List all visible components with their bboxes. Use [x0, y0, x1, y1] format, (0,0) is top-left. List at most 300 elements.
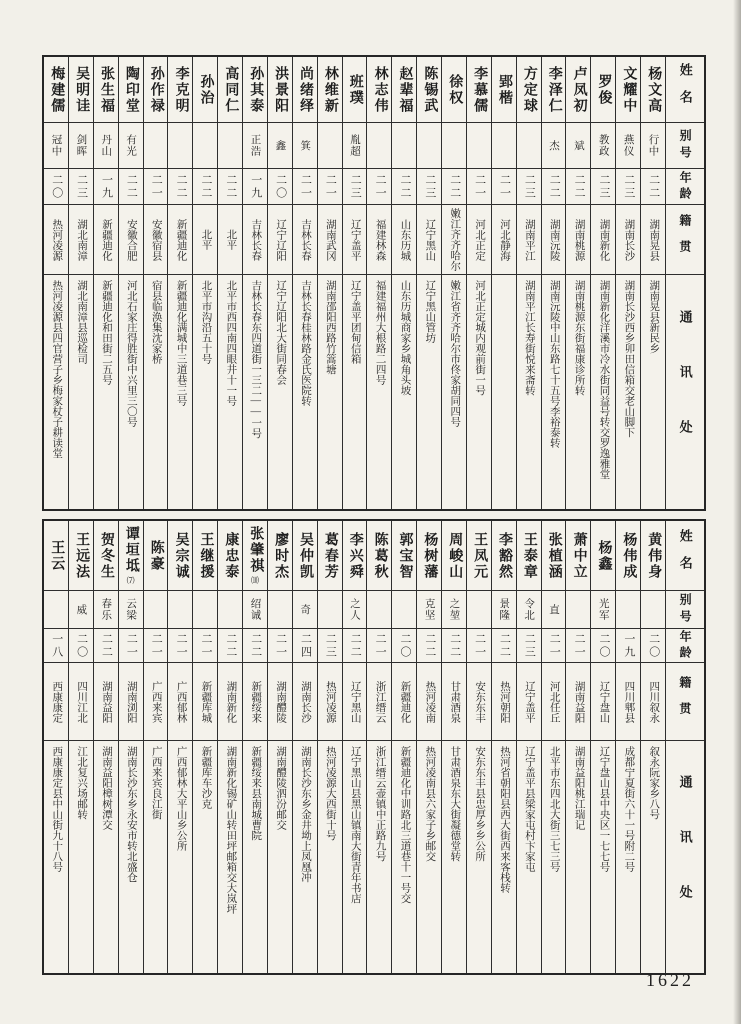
native-place-cell: [542, 663, 566, 741]
person-native-place: 热河朝阳: [498, 680, 510, 723]
age-cell: [268, 629, 292, 663]
native-place-cell: [343, 205, 367, 275]
age-cell: [318, 169, 342, 205]
person-address: 热河省朝阳县西大街西来客栈转: [498, 746, 510, 893]
address-cell: [442, 275, 466, 509]
age-cell: [517, 629, 541, 663]
name-cell: [517, 521, 541, 591]
name-note: ⑺: [126, 575, 135, 585]
person-address: 安东东丰县忠厚乡乡公所: [474, 746, 486, 862]
header-contact-label-cell: [666, 275, 704, 509]
alias-cell: [641, 591, 665, 629]
person-address: 广西郁林大平山乡公所: [175, 746, 187, 851]
header-age-label-cell: [666, 169, 704, 205]
person-age: 二三: [523, 173, 536, 200]
person-address: 新疆迪化满城中三道巷三号: [175, 280, 187, 406]
person-name: 李克明: [173, 65, 189, 114]
address-cell: [293, 275, 317, 509]
address-cell: [218, 741, 242, 973]
person-alias: 鑫: [274, 139, 286, 152]
age-cell: [517, 169, 541, 205]
native-place-cell: [492, 205, 516, 275]
person-column: [417, 521, 442, 973]
native-place-cell: [168, 205, 192, 275]
person-column: [517, 57, 542, 509]
native-place-cell: [641, 205, 665, 275]
person-native-place: 湖南新化: [225, 680, 237, 723]
alias-cell: [591, 591, 615, 629]
address-cell: [69, 275, 93, 509]
native-place-cell: [69, 205, 93, 275]
age-cell: [193, 169, 217, 205]
name-cell: [268, 521, 292, 591]
alias-cell: [542, 123, 566, 169]
alias-cell: [318, 123, 342, 169]
person-column: [193, 521, 218, 973]
person-age: 二一: [498, 173, 511, 200]
native-place-cell: [467, 205, 491, 275]
person-address: 西康康定县中山街九十八号: [51, 746, 63, 872]
person-age: 二一: [125, 632, 138, 659]
native-place-cell: [94, 663, 118, 741]
person-address: 新疆迪化和田街二五号: [100, 280, 112, 385]
person-native-place: 湖南桃源: [573, 218, 585, 261]
person-address: 河北石家庄得胜街中兴里三〇号: [125, 280, 137, 427]
alias-cell: [392, 123, 416, 169]
person-age: 二二: [448, 173, 461, 200]
address-cell: [492, 275, 516, 509]
person-age: 二二: [423, 632, 436, 659]
alias-cell: [144, 123, 168, 169]
person-name: 杨树藩: [422, 531, 438, 580]
age-cell: [467, 629, 491, 663]
name-cell: [69, 57, 93, 123]
age-cell: [566, 629, 590, 663]
name-cell: [616, 521, 640, 591]
person-native-place: 辽宁盘山: [598, 680, 610, 723]
address-cell: [542, 275, 566, 509]
address-cell: [119, 741, 143, 973]
person-native-place: 北平: [225, 229, 237, 250]
person-address: 河北正定城内观前街一号: [474, 280, 486, 396]
name-cell: [492, 521, 516, 591]
person-address: 浙江缙云壶镇中正路九号: [374, 746, 386, 862]
alias-cell: [367, 123, 391, 169]
alias-cell: [492, 123, 516, 169]
person-address: 热河凌南县六家子乡邮交: [424, 746, 436, 862]
header-native-label-cell: [666, 663, 704, 741]
person-alias: 胤超: [348, 134, 360, 157]
person-address: 湖南益阳桃江瑞记: [573, 746, 585, 830]
alias-cell: [144, 591, 168, 629]
person-age: 二二: [100, 632, 113, 659]
person-address: 热河凌源县四官营子乡梅家杖子耕读堂: [51, 280, 63, 459]
age-cell: [392, 169, 416, 205]
alias-cell: [268, 591, 292, 629]
age-cell: [591, 629, 615, 663]
name-cell: [318, 521, 342, 591]
person-native-place: 新疆库城: [200, 680, 212, 723]
native-place-cell: [94, 205, 118, 275]
person-age: 二三: [75, 173, 88, 200]
name-cell: [193, 57, 217, 123]
address-cell: [392, 741, 416, 973]
address-cell: [168, 741, 192, 973]
person-native-place: 吉林长春: [250, 218, 262, 261]
person-native-place: 湖南醴陵: [275, 680, 287, 723]
person-age: 二三: [597, 173, 610, 200]
address-cell: [318, 275, 342, 509]
name-cell: [144, 57, 168, 123]
person-age: 二〇: [597, 632, 610, 659]
person-column: [144, 521, 169, 973]
native-place-cell: [392, 663, 416, 741]
person-alias: 景隆: [498, 598, 510, 621]
person-age: 二二: [224, 632, 237, 659]
person-address: 吉林长春桂林路金氏医院转: [299, 280, 311, 406]
person-native-place: 广西郁林: [175, 680, 187, 723]
alias-cell: [616, 123, 640, 169]
person-native-place: 山东历城: [399, 218, 411, 261]
address-cell: [517, 275, 541, 509]
address-cell: [641, 741, 665, 973]
age-cell: [268, 169, 292, 205]
person-address: 辽宁盖平团甸信箱: [349, 280, 361, 364]
address-cell: [417, 275, 441, 509]
address-cell: [44, 741, 68, 973]
age-cell: [591, 169, 615, 205]
native-place-cell: [218, 663, 242, 741]
person-name: 陈豪: [148, 539, 164, 572]
person-column: [94, 521, 119, 973]
person-name: 郢楷: [497, 73, 513, 106]
alias-cell: [193, 591, 217, 629]
person-age: 二〇: [50, 173, 63, 200]
name-cell: [69, 521, 93, 591]
age-cell: [119, 629, 143, 663]
person-native-place: 广西来宾: [150, 680, 162, 723]
alias-cell: [218, 591, 242, 629]
name-cell: [467, 521, 491, 591]
header-alias-label: 别号: [678, 592, 693, 627]
person-name: 谭垣坻: [123, 525, 139, 574]
person-native-place: 四川叙永: [648, 680, 660, 723]
native-place-cell: [318, 663, 342, 741]
age-cell: [144, 169, 168, 205]
address-cell: [367, 741, 391, 973]
person-native-place: 安徽合肥: [125, 218, 137, 261]
name-cell: [392, 57, 416, 123]
header-contact-label-cell: [666, 741, 704, 973]
address-cell: [144, 275, 168, 509]
person-alias: 春乐: [100, 598, 112, 621]
age-cell: [44, 629, 68, 663]
address-cell: [591, 275, 615, 509]
address-cell: [517, 741, 541, 973]
person-column: [641, 521, 666, 973]
header-age-label: 年龄: [678, 170, 693, 203]
name-cell: [616, 57, 640, 123]
native-place-cell: [417, 205, 441, 275]
age-cell: [492, 629, 516, 663]
header-native-label: 籍贯: [677, 675, 692, 728]
person-age: 二二: [398, 173, 411, 200]
name-cell: [392, 521, 416, 591]
age-cell: [144, 629, 168, 663]
age-cell: [69, 629, 93, 663]
person-column: [442, 521, 467, 973]
person-column: [69, 521, 94, 973]
person-age: 二二: [199, 173, 212, 200]
person-native-place: 湖南沅陵: [548, 218, 560, 261]
person-address: 北平市沟沿五十号: [200, 280, 212, 364]
alias-cell: [392, 591, 416, 629]
address-cell: [168, 275, 192, 509]
person-name: 杨鑫: [596, 539, 612, 572]
person-alias: 教政: [597, 134, 609, 157]
address-cell: [616, 741, 640, 973]
person-column: [218, 521, 243, 973]
address-cell: [268, 275, 292, 509]
person-native-place: 四川郫县: [623, 680, 635, 723]
address-cell: [243, 275, 267, 509]
person-column: [392, 521, 417, 973]
person-age: 一九: [622, 632, 635, 659]
alias-cell: [591, 123, 615, 169]
alias-cell: [44, 123, 68, 169]
person-name: 方定球: [521, 65, 537, 114]
name-cell: [641, 521, 665, 591]
address-cell: [44, 275, 68, 509]
person-native-place: 新疆迪化: [100, 218, 112, 261]
age-cell: [616, 629, 640, 663]
person-alias: 令北: [523, 598, 535, 621]
alias-cell: [343, 123, 367, 169]
person-address: 北平市东四北大街三七三号: [548, 746, 560, 872]
person-column: [591, 521, 616, 973]
person-age: 二三: [349, 173, 362, 200]
native-place-cell: [243, 205, 267, 275]
person-native-place: 四川江北: [76, 680, 88, 723]
person-age: 二〇: [75, 632, 88, 659]
person-name: 贺冬生: [99, 531, 115, 580]
person-native-place: 河北静海: [498, 218, 510, 261]
person-age: 二二: [175, 173, 188, 200]
native-place-cell: [44, 205, 68, 275]
address-cell: [542, 741, 566, 973]
person-address: 辽宁盘山县中央区一七七号: [598, 746, 610, 872]
person-native-place: 湖南晃县: [648, 218, 660, 261]
person-name: 李慕儒: [472, 65, 488, 114]
alias-cell: [616, 591, 640, 629]
person-native-place: 湖南浏阳: [125, 680, 137, 723]
person-name: 葛春芳: [322, 531, 338, 580]
alias-cell: [69, 591, 93, 629]
native-place-cell: [193, 663, 217, 741]
person-native-place: 河北任丘: [548, 680, 560, 723]
person-name: 王继援: [198, 531, 214, 580]
person-column: [44, 521, 69, 973]
person-address: 山东历城商家乡城角头坡: [399, 280, 411, 396]
person-native-place: 湖南益阳: [573, 680, 585, 723]
person-column: [218, 57, 243, 509]
age-cell: [293, 169, 317, 205]
person-native-place: 甘肃酒泉: [449, 680, 461, 723]
person-column: [542, 521, 567, 973]
age-cell: [367, 169, 391, 205]
age-cell: [616, 169, 640, 205]
person-address: 宿县临涣集沈家桥: [150, 280, 162, 364]
name-note: ⑽: [250, 575, 259, 585]
person-address: 湖北南漳县巡检司: [76, 280, 88, 364]
address-cell: [193, 741, 217, 973]
name-cell: [417, 521, 441, 591]
person-alias: 绍诚: [249, 598, 261, 621]
name-cell: [218, 57, 242, 123]
person-address: 辽宁盖平县梁家屯村卞家屯: [523, 746, 535, 872]
person-alias: 直: [547, 603, 559, 616]
person-age: 二一: [374, 173, 387, 200]
person-age: 二二: [224, 173, 237, 200]
age-cell: [343, 169, 367, 205]
person-age: 二二: [125, 173, 138, 200]
header-name-label-cell: [666, 521, 704, 591]
person-native-place: 辽宁盖平: [523, 680, 535, 723]
person-column: [268, 521, 293, 973]
address-cell: [566, 275, 590, 509]
person-age: 二一: [473, 173, 486, 200]
person-address: 辽宁黑山管坊: [424, 280, 436, 343]
alias-cell: [243, 123, 267, 169]
person-native-place: 热河凌源: [324, 680, 336, 723]
alias-cell: [641, 123, 665, 169]
name-cell: [343, 521, 367, 591]
person-name: 王凤元: [472, 531, 488, 580]
alias-cell: [268, 123, 292, 169]
person-name: 李泽仁: [546, 65, 562, 114]
name-cell: [44, 521, 68, 591]
name-cell: [492, 57, 516, 123]
person-age: 二一: [199, 632, 212, 659]
person-age: 二四: [299, 632, 312, 659]
person-age: 二三: [423, 173, 436, 200]
native-place-cell: [616, 663, 640, 741]
person-column: [641, 57, 666, 509]
name-cell: [44, 57, 68, 123]
person-column: [367, 57, 392, 509]
name-cell: [168, 521, 192, 591]
person-name: 高同仁: [223, 65, 239, 114]
address-cell: [119, 275, 143, 509]
age-cell: [492, 169, 516, 205]
person-name: 王云: [49, 539, 65, 572]
directory-table-top: [42, 55, 706, 511]
age-cell: [442, 629, 466, 663]
age-cell: [168, 629, 192, 663]
person-column: [144, 57, 169, 509]
age-cell: [641, 169, 665, 205]
header-alias-label-cell: [666, 591, 704, 629]
person-age: 二〇: [398, 632, 411, 659]
alias-cell: [293, 591, 317, 629]
person-age: 二一: [299, 173, 312, 200]
age-cell: [69, 169, 93, 205]
alias-cell: [517, 123, 541, 169]
address-cell: [591, 741, 615, 973]
person-column: [343, 521, 368, 973]
person-name: 杨伟成: [621, 531, 637, 580]
alias-cell: [566, 123, 590, 169]
native-place-cell: [144, 205, 168, 275]
person-native-place: 辽宁黑山: [349, 680, 361, 723]
native-place-cell: [566, 663, 590, 741]
person-age: 二二: [249, 632, 262, 659]
native-place-cell: [243, 663, 267, 741]
alias-cell: [492, 591, 516, 629]
person-alias: 云梁: [125, 598, 137, 621]
name-cell: [119, 521, 143, 591]
alias-cell: [367, 591, 391, 629]
person-alias: 冠中: [50, 134, 62, 157]
person-name: 文耀中: [621, 65, 637, 114]
person-column: [243, 57, 268, 509]
native-place-cell: [218, 205, 242, 275]
name-cell: [566, 521, 590, 591]
person-alias: 箕: [299, 139, 311, 152]
address-cell: [268, 741, 292, 973]
name-cell: [218, 521, 242, 591]
address-cell: [318, 741, 342, 973]
alias-cell: [168, 123, 192, 169]
native-place-cell: [616, 205, 640, 275]
address-cell: [442, 741, 466, 973]
address-cell: [367, 275, 391, 509]
person-age: 二二: [573, 173, 586, 200]
name-cell: [318, 57, 342, 123]
alias-cell: [243, 591, 267, 629]
person-column: [517, 521, 542, 973]
age-cell: [293, 629, 317, 663]
age-cell: [94, 169, 118, 205]
person-name: 康忠泰: [223, 531, 239, 580]
native-place-cell: [318, 205, 342, 275]
person-native-place: 湖南益阳: [100, 680, 112, 723]
person-age: 二〇: [274, 173, 287, 200]
address-cell: [144, 741, 168, 973]
person-alias: 有光: [125, 134, 137, 157]
native-place-cell: [591, 205, 615, 275]
person-native-place: 新疆迪化: [399, 680, 411, 723]
person-name: 杨文高: [646, 65, 662, 114]
person-native-place: 湖南新化: [598, 218, 610, 261]
person-name: 王远法: [74, 531, 90, 580]
alias-cell: [94, 123, 118, 169]
person-alias: 斌: [572, 139, 584, 152]
alias-cell: [542, 591, 566, 629]
person-age: 二一: [548, 632, 561, 659]
address-cell: [243, 741, 267, 973]
alias-cell: [44, 591, 68, 629]
person-column: [492, 521, 517, 973]
person-native-place: 吉林长春: [299, 218, 311, 261]
name-cell: [442, 57, 466, 123]
name-cell: [367, 521, 391, 591]
person-address: 新疆库车沙克: [200, 746, 212, 809]
name-cell: [467, 57, 491, 123]
address-cell: [343, 741, 367, 973]
person-alias: 克坚: [423, 598, 435, 621]
address-cell: [467, 741, 491, 973]
